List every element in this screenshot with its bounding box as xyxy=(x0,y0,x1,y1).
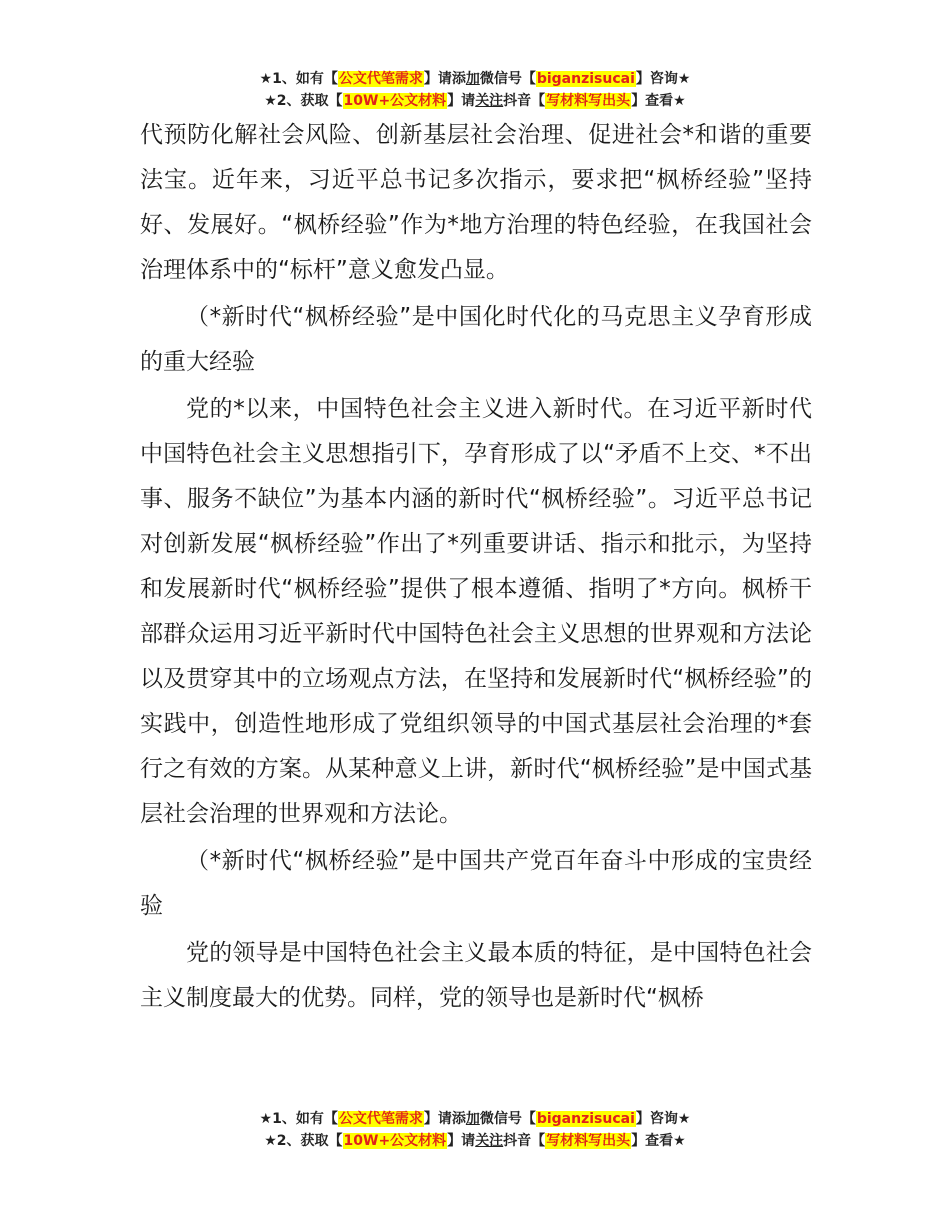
banner-text: 抖音【 xyxy=(503,1133,546,1149)
paragraph: 代预防化解社会风险、创新基层社会治理、促进社会*和谐的重要法宝。近年来，习近平总书记多次指示，要求把“枫桥经验”坚持好、发展好。“枫桥经验”作为*地方治理的特色经验，在我国社会治理体系中的“标杆”意义愈发凸显。 xyxy=(140,122,812,283)
footer-banner xyxy=(0,1108,950,1152)
highlight-service: 公文代笔需求 xyxy=(338,71,423,87)
banner-line-2 xyxy=(0,90,950,112)
banner-text: ★2、获取【 xyxy=(264,93,343,109)
banner-text: 】请 xyxy=(447,93,476,109)
banner-text: 】请添 xyxy=(423,71,466,87)
highlight-service: 公文代笔需求 xyxy=(338,1111,423,1127)
highlight-douyin-account: 写材料写出头 xyxy=(546,93,631,109)
document-body xyxy=(140,113,812,1023)
banner-text: 】咨询★ xyxy=(635,1111,691,1127)
paragraph: 党的领导是中国特色社会主义最本质的特征，是中国特色社会主义制度最大的优势。同样，党的领导也是新时代“枫桥 xyxy=(140,940,812,1011)
banner-text: 】咨询★ xyxy=(635,71,691,87)
banner-text: 抖音【 xyxy=(503,93,546,109)
banner-text: 】查看★ xyxy=(631,1133,686,1149)
banner-text: 微信号【 xyxy=(479,71,536,87)
section-heading: （*新时代“枫桥经验”是中国共产党百年奋斗中形成的宝贵经验 xyxy=(140,848,812,919)
banner-text: ★2、获取【 xyxy=(264,1133,343,1149)
highlight-materials: 10W+公文材料 xyxy=(343,1133,447,1149)
banner-underlined-text: 加 xyxy=(465,71,480,87)
banner-text: 】请添 xyxy=(423,1111,466,1127)
highlight-douyin-account: 写材料写出头 xyxy=(546,1133,631,1149)
paragraph: 党的*以来，中国特色社会主义进入新时代。在习近平新时代中国特色社会主义思想指引下，孕育形成了以“矛盾不上交、*不出事、服务不缺位”为基本内涵的新时代“枫桥经验”。习近平总书记对创新发展“枫桥经验”作出了*列重要讲话、指示和批示，为坚持和发展新时代“枫桥经验”提供了根本遵循、指明了*方向。枫桥干部群众运用习近平新时代中国特色社会主义思想的世界观和方法论以及贯穿其中的立场观点方法，在坚持和发展新时代“枫桥经验”的实践中，创造性地形成了党组织领导的中国式基层社会治理的*套行之有效的方案。从某种意义上讲，新时代“枫桥经验”是中国式基层社会治理的世界观和方法论。 xyxy=(140,396,812,827)
header-banner xyxy=(0,68,950,112)
highlight-wechat-id: biganzisucai xyxy=(536,1111,635,1127)
banner-underlined-text: 关注 xyxy=(475,93,504,109)
banner-line-2 xyxy=(0,1130,950,1152)
highlight-materials: 10W+公文材料 xyxy=(343,93,447,109)
banner-text: ★1、如有【 xyxy=(259,71,338,87)
banner-line-1 xyxy=(0,1108,950,1130)
banner-text: ★1、如有【 xyxy=(259,1111,338,1127)
banner-text: 微信号【 xyxy=(479,1111,536,1127)
banner-text: 】查看★ xyxy=(631,93,686,109)
section-heading: （*新时代“枫桥经验”是中国化时代化的马克思主义孕育形成的重大经验 xyxy=(140,304,812,375)
banner-line-1 xyxy=(0,68,950,90)
banner-underlined-text: 关注 xyxy=(475,1133,504,1149)
highlight-wechat-id: biganzisucai xyxy=(536,71,635,87)
banner-text: 】请 xyxy=(447,1133,476,1149)
banner-underlined-text: 加 xyxy=(465,1111,480,1127)
